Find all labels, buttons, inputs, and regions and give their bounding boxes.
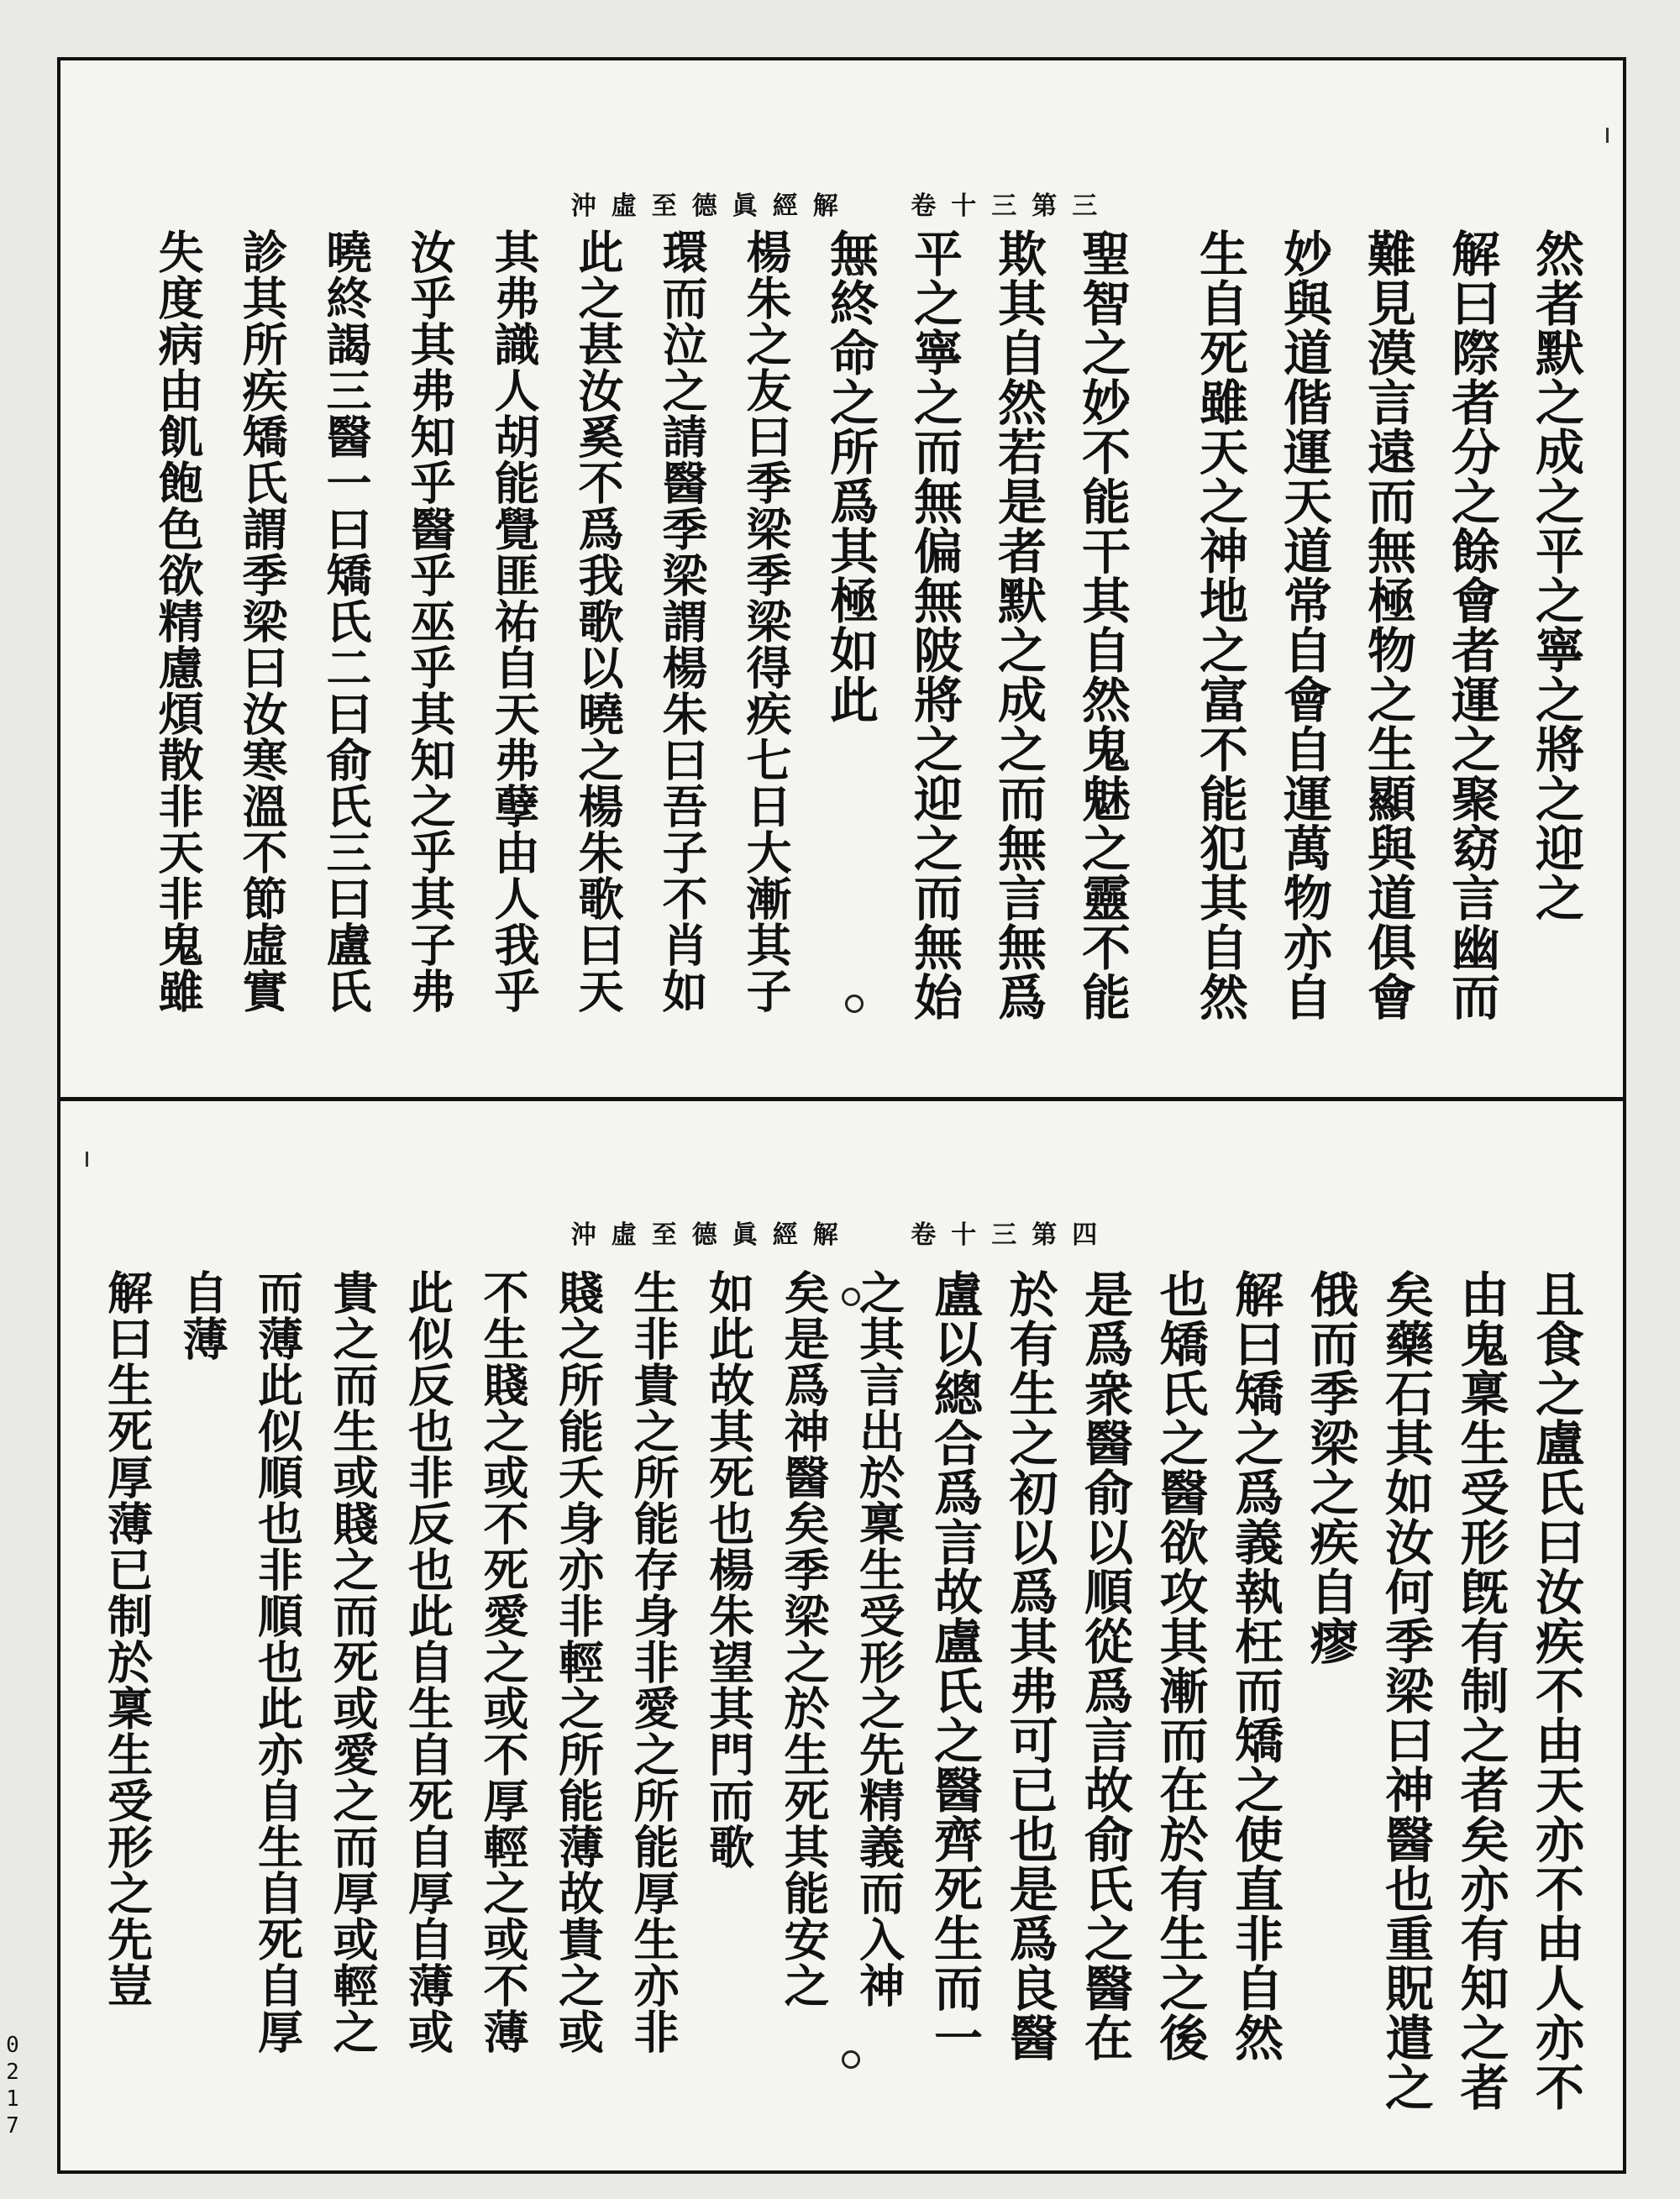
text-column: 失度病由飢飽色欲精慮煩散非天非鬼雖 [151, 228, 205, 1014]
text-column: 賤之所能夭身亦非輕之所能薄故貴之或 [551, 1269, 606, 2055]
text-column: 解曰際者分之餘會者運之聚窈言幽而 [1443, 228, 1500, 1021]
text-column: 妙與道偕運天道常自會自運萬物亦自 [1275, 228, 1332, 1021]
circle-mark [842, 1288, 860, 1306]
text-column: 之其言出於稟生受形之先精義而入神 [852, 1269, 906, 2008]
text-column: 此之甚汝奚不爲我歌以曉之楊朱歌曰天 [571, 228, 625, 1014]
top-header-volume: 卷十三第三 [911, 192, 1113, 221]
text-column: 不生賤之或不死愛之或不厚輕之或不薄 [476, 1269, 530, 2055]
text-column: 聖智之妙不能干其自然鬼魅之靈不能 [1074, 228, 1131, 1021]
text-column: 生非貴之所能存身非愛之所能厚生亦非 [627, 1269, 680, 2055]
text-column: 診其所疾矯氏謂季梁曰汝寒溫不節虛實 [235, 228, 289, 1014]
page-number: 0217 [0, 2033, 25, 2140]
text-column: 此似反也非反也此自生自死自厚自薄或 [401, 1269, 455, 2055]
text-column: 是爲衆醫俞以順從爲言故俞氏之醫在 [1076, 1269, 1133, 2062]
text-column: 解曰生死厚薄已制於稟生受形之先豈 [100, 1269, 155, 2008]
text-column: 其弗識人胡能覺匪祐自天弗孽由人我乎 [487, 228, 541, 1014]
text-column: 生自死雖天之神地之富不能犯其自然 [1191, 228, 1248, 1021]
text-column: 俄而季梁之疾自瘳 [1301, 1269, 1359, 1666]
text-column: 平之寧之而無偏無陂將之迎之而無始 [906, 228, 963, 1021]
circle-mark [845, 257, 864, 276]
text-column: 環而泣之請醫季梁謂楊朱曰吾子不肖如 [655, 228, 709, 1014]
bottom-header-volume: 卷十三第四 [911, 1220, 1113, 1250]
text-column: 汝乎其弗知乎醫乎巫乎其知之乎其子弗 [403, 228, 457, 1014]
bottom-header [60, 1214, 1623, 1251]
text-column: 解曰矯之爲義執枉而矯之使直非自然 [1226, 1269, 1284, 2062]
text-column: 也矯氏之醫欲攻其漸而在於有生之後 [1151, 1269, 1209, 2062]
column-gap [1144, 228, 1178, 1077]
bottom-header-title: 沖虛至德眞經解 [570, 1220, 853, 1250]
text-column: 而薄此似順也非順也此亦自生自死自厚 [250, 1269, 305, 2055]
edge-tick [86, 1152, 88, 1167]
text-column: 無終命之所爲其極如此 [822, 228, 879, 724]
text-column: 欺其自然若是者默之成之而無言無爲 [990, 228, 1047, 1021]
top-page [60, 60, 1623, 1097]
text-column: 矣藥石其如汝何季梁曰神醫也重貺遣之 [1377, 1269, 1434, 2112]
circle-mark [842, 2050, 860, 2069]
top-text-columns [94, 228, 1598, 1077]
text-column: 於有生之初以爲其弗可已也是爲良醫 [1000, 1269, 1058, 2062]
text-column: 貴之而生或賤之而死或愛之而厚或輕之 [326, 1269, 380, 2055]
circle-mark [845, 995, 864, 1013]
text-column: 矣是爲神醫矣季梁之於生死其能安之 [777, 1269, 831, 2008]
text-column: 如此故其死也楊朱望其門而歌 [701, 1269, 756, 1870]
text-column: 然者默之成之平之寧之將之迎之 [1527, 228, 1584, 922]
bottom-page [60, 1101, 1623, 2170]
bottom-text-columns [94, 1269, 1598, 2151]
edge-tick [1606, 128, 1609, 143]
text-column: 自薄 [176, 1269, 229, 1362]
text-column: 且食之盧氏曰汝疾不由天亦不由人亦不 [1527, 1269, 1584, 2112]
text-column: 由鬼稟生受形旣有制之者矣亦有知之者 [1452, 1269, 1509, 2112]
top-header-title: 沖虛至德眞經解 [570, 192, 853, 221]
text-column: 楊朱之友曰季梁季梁得疾七日大漸其子 [739, 228, 793, 1014]
top-header [60, 185, 1623, 222]
text-column: 曉終謁三醫一曰矯氏二曰俞氏三曰盧氏 [319, 228, 373, 1014]
text-column: 盧以總合爲言故盧氏之醫齊死生而一 [926, 1269, 983, 2062]
text-column: 難見漠言遠而無極物之生顯與道俱會 [1359, 228, 1416, 1021]
